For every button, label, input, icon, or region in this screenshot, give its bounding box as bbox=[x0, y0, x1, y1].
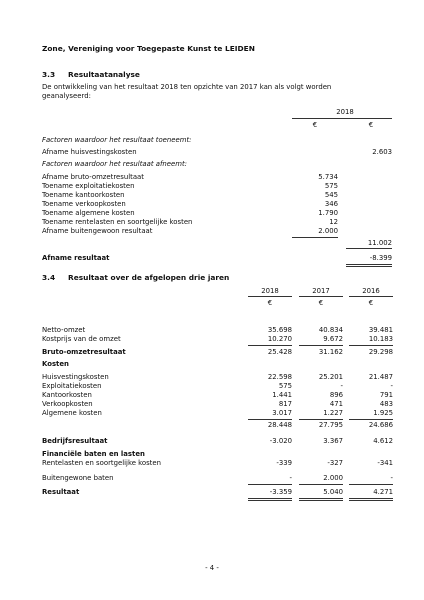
row-label-buitengewone: Buitengewone baten bbox=[42, 474, 114, 482]
currency-2016: € bbox=[368, 299, 374, 307]
currency-2017: € bbox=[318, 299, 324, 307]
section-3-3-title: Resultaatanalyse bbox=[68, 70, 140, 79]
row-label-kosten: Exploitatiekosten bbox=[42, 382, 102, 390]
value-kosten-2016: - bbox=[390, 382, 393, 390]
kosten-total-2017: 27.795 bbox=[318, 421, 343, 429]
negative-total-value: 11.002 bbox=[367, 239, 392, 247]
resultaat-double-rule-2018-a bbox=[248, 498, 292, 499]
section-3-3-intro-line2: geanalyseerd: bbox=[42, 92, 91, 100]
row-label-kosten: Kantoorkosten bbox=[42, 391, 92, 399]
year-rule-2016 bbox=[349, 296, 393, 297]
value-bedrijfsresultaat-2016: 4.612 bbox=[373, 437, 393, 445]
row-label-kosten: Verkoopkosten bbox=[42, 400, 93, 408]
resultaat-double-rule-2018-b bbox=[248, 500, 292, 501]
value-kosten-2016: 791 bbox=[379, 391, 393, 399]
document-header: Zone, Vereniging voor Toegepaste Kunst te LEIDEN bbox=[42, 44, 255, 53]
result-change-rule-2 bbox=[346, 266, 392, 267]
row-label-rentelasten: Rentelasten en soortgelijke kosten bbox=[42, 459, 161, 467]
value-kosten-2018: 3.017 bbox=[272, 409, 292, 417]
year-rule-2017 bbox=[299, 296, 343, 297]
resultaat-double-rule-2016-a bbox=[349, 498, 393, 499]
kosten-total-2018: 28.448 bbox=[267, 421, 292, 429]
value-kosten-2016: 483 bbox=[379, 400, 393, 408]
value-bruto-2018: 25.428 bbox=[267, 348, 292, 356]
negative-item-label: Toename exploitatiekosten bbox=[42, 182, 135, 190]
value-kosten-2017: 471 bbox=[329, 400, 343, 408]
row-label-kostprijs: Kostprijs van de omzet bbox=[42, 335, 121, 343]
result-change-label: Afname resultaat bbox=[42, 254, 110, 262]
year-header-2018: 2018 bbox=[261, 287, 279, 295]
resultaat-double-rule-2017-a bbox=[299, 498, 343, 499]
value-netto-omzet-2017: 40.834 bbox=[318, 326, 343, 334]
section-3-4-title: Resultaat over de afgelopen drie jaren bbox=[68, 273, 230, 282]
year-rule-2018 bbox=[248, 296, 292, 297]
negative-item-label: Toename verkoopkosten bbox=[42, 200, 126, 208]
currency-2018: € bbox=[267, 299, 273, 307]
negative-subtotal-rule bbox=[292, 237, 338, 238]
value-kosten-2017: 25.201 bbox=[318, 373, 343, 381]
kosten-total-rule-2018 bbox=[248, 419, 292, 420]
resultaat-double-rule-2017-b bbox=[299, 500, 343, 501]
negative-item-label: Toename kantoorkosten bbox=[42, 191, 125, 199]
analysis-year-header: 2018 bbox=[336, 108, 354, 116]
subtotal-rule-2017 bbox=[299, 345, 343, 346]
value-resultaat-2016: 4.271 bbox=[373, 488, 393, 496]
section-3-3-number: 3.3 bbox=[42, 70, 56, 79]
value-kosten-2018: 817 bbox=[278, 400, 292, 408]
year-header-2017: 2017 bbox=[312, 287, 330, 295]
negative-total-rule bbox=[346, 248, 392, 249]
value-bruto-2017: 31.162 bbox=[318, 348, 343, 356]
positive-item-label: Afname huisvestingskosten bbox=[42, 148, 137, 156]
year-header-2016: 2016 bbox=[362, 287, 380, 295]
kosten-total-rule-2016 bbox=[349, 419, 393, 420]
value-rentelasten-2016: -341 bbox=[377, 459, 393, 467]
resultaat-rule-2017 bbox=[299, 484, 343, 485]
value-kosten-2016: 1.925 bbox=[373, 409, 393, 417]
kosten-total-2016: 24.686 bbox=[368, 421, 393, 429]
negative-item-value: 12 bbox=[329, 218, 338, 226]
negative-item-value: 346 bbox=[324, 200, 338, 208]
value-kosten-2018: 575 bbox=[278, 382, 292, 390]
financiele-heading: Financiële baten en lasten bbox=[42, 450, 145, 458]
analysis-header-rule bbox=[292, 118, 392, 119]
negative-factors-heading: Factoren waardoor het resultaat afneemt: bbox=[42, 160, 187, 168]
analysis-currency-col1: € bbox=[312, 121, 318, 129]
value-kostprijs-2017: 9.672 bbox=[323, 335, 343, 343]
value-buitengewone-2017: 2.000 bbox=[323, 474, 343, 482]
negative-item-label: Afname buitengewoon resultaat bbox=[42, 227, 153, 235]
negative-item-value: 2.000 bbox=[318, 227, 338, 235]
kosten-heading: Kosten bbox=[42, 360, 69, 368]
row-label-netto-omzet: Netto-omzet bbox=[42, 326, 86, 334]
value-resultaat-2017: 5.040 bbox=[323, 488, 343, 496]
value-kosten-2017: 896 bbox=[329, 391, 343, 399]
positive-item-value: 2.603 bbox=[372, 148, 392, 156]
value-netto-omzet-2018: 35.698 bbox=[267, 326, 292, 334]
row-label-kosten: Algemene kosten bbox=[42, 409, 102, 417]
row-label-bedrijfsresultaat: Bedrijfsresultaat bbox=[42, 437, 108, 445]
section-3-3-intro-line1: De ontwikkeling van het resultaat 2018 ten opzichte van 2017 kan als volgt worden bbox=[42, 83, 332, 91]
value-kostprijs-2018: 10.270 bbox=[267, 335, 292, 343]
negative-item-label: Toename rentelasten en soortgelijke kosten bbox=[42, 218, 193, 226]
value-kosten-2016: 21.487 bbox=[368, 373, 393, 381]
subtotal-rule-2018 bbox=[248, 345, 292, 346]
negative-item-value: 575 bbox=[324, 182, 338, 190]
kosten-total-rule-2017 bbox=[299, 419, 343, 420]
value-netto-omzet-2016: 39.481 bbox=[368, 326, 393, 334]
resultaat-rule-2018 bbox=[248, 484, 292, 485]
row-label-bruto: Bruto-omzetresultaat bbox=[42, 348, 126, 356]
value-kosten-2017: 1.227 bbox=[323, 409, 343, 417]
value-buitengewone-2016: - bbox=[390, 474, 393, 482]
negative-item-label: Toename algemene kosten bbox=[42, 209, 135, 217]
value-bedrijfsresultaat-2017: 3.367 bbox=[323, 437, 343, 445]
value-rentelasten-2017: -327 bbox=[327, 459, 343, 467]
value-kostprijs-2016: 10.183 bbox=[368, 335, 393, 343]
negative-item-value: 545 bbox=[324, 191, 338, 199]
value-kosten-2017: - bbox=[340, 382, 343, 390]
row-label-kosten: Huisvestingskosten bbox=[42, 373, 109, 381]
negative-item-value: 5.734 bbox=[318, 173, 338, 181]
negative-item-label: Afname bruto-omzetresultaat bbox=[42, 173, 144, 181]
value-bedrijfsresultaat-2018: -3.020 bbox=[269, 437, 292, 445]
positive-factors-heading: Factoren waardoor het resultaat toeneemt: bbox=[42, 136, 192, 144]
value-buitengewone-2018: - bbox=[289, 474, 292, 482]
value-resultaat-2018: -3.359 bbox=[269, 488, 292, 496]
negative-item-value: 1.790 bbox=[318, 209, 338, 217]
value-kosten-2018: 1.441 bbox=[272, 391, 292, 399]
value-bruto-2016: 29.298 bbox=[368, 348, 393, 356]
result-change-rule-1 bbox=[346, 264, 392, 265]
resultaat-double-rule-2016-b bbox=[349, 500, 393, 501]
result-change-value: -8.399 bbox=[369, 254, 392, 262]
value-kosten-2018: 22.598 bbox=[267, 373, 292, 381]
row-label-resultaat: Resultaat bbox=[42, 488, 80, 496]
page-number: - 4 - bbox=[205, 564, 219, 572]
analysis-currency-col2: € bbox=[368, 121, 374, 129]
resultaat-rule-2016 bbox=[349, 484, 393, 485]
subtotal-rule-2016 bbox=[349, 345, 393, 346]
section-3-4-number: 3.4 bbox=[42, 273, 56, 282]
value-rentelasten-2018: -339 bbox=[276, 459, 292, 467]
